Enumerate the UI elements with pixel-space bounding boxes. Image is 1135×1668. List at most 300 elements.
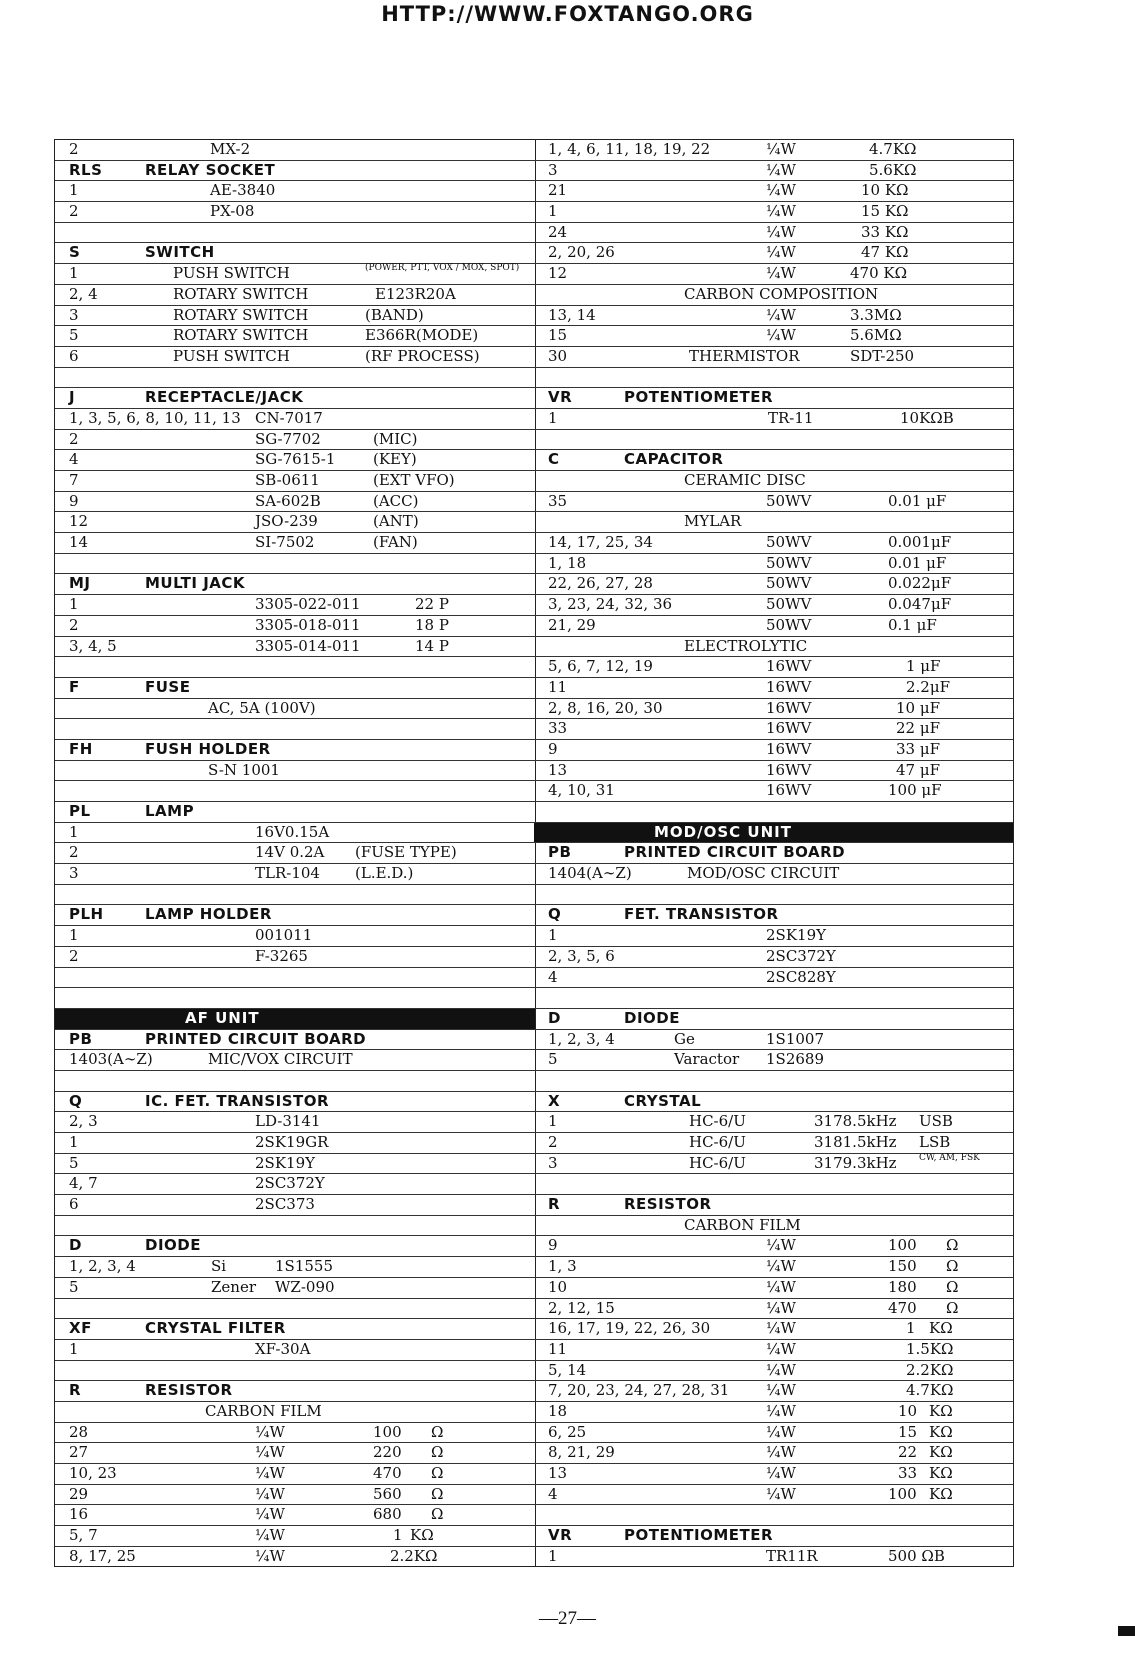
cell: 8, 17, 25 — [69, 1546, 136, 1565]
cell: TR11R — [766, 1546, 818, 1565]
section-code: VR — [548, 388, 573, 407]
cell: 9 — [548, 1236, 558, 1255]
cell: 4 — [69, 450, 79, 469]
section-header — [55, 1319, 535, 1340]
cell: 150 — [888, 1257, 917, 1276]
section-header — [55, 1092, 535, 1113]
cell: 16WV — [766, 657, 812, 676]
cell: 1 — [548, 1112, 558, 1131]
cell: SG-7615-1 — [255, 450, 336, 469]
table-row — [534, 1112, 1013, 1133]
cell: SDT-250 — [850, 346, 915, 365]
table-row — [55, 1464, 535, 1485]
cell: 1 — [69, 264, 79, 283]
cell: CARBON FILM — [684, 1215, 801, 1234]
table-row — [534, 1547, 1013, 1567]
table-row — [55, 637, 535, 658]
table-row — [55, 326, 535, 347]
cell: 2, 3, 5, 6 — [548, 946, 615, 965]
table-row — [534, 161, 1013, 182]
cell: Ω — [946, 1298, 959, 1317]
cell: Ω — [946, 1236, 959, 1255]
cell: 5 — [69, 1277, 79, 1296]
cell: (FUSE TYPE) — [355, 843, 457, 862]
cell: 16V0.15A — [255, 822, 330, 841]
cell: (POWER, PTT, VOX / MOX, SPOT) — [365, 263, 520, 274]
cell: PUSH SWITCH — [173, 264, 290, 283]
table-row — [534, 1216, 1013, 1237]
cell: WZ-090 — [275, 1277, 335, 1296]
section-title: DIODE — [624, 1008, 680, 1027]
cell: ¼W — [766, 1257, 796, 1276]
cell: 9 — [69, 491, 79, 510]
cell: (ACC) — [373, 491, 419, 510]
cell: 1404(A∼Z) — [548, 864, 632, 883]
cell: ¼W — [766, 305, 796, 324]
section-title: LAMP HOLDER — [145, 905, 272, 924]
cell: 30 — [548, 346, 568, 365]
cell: 0.01 μF — [888, 553, 947, 572]
table-row — [534, 1133, 1013, 1154]
section-code: VR — [548, 1526, 573, 1545]
cell: LD-3141 — [255, 1112, 321, 1131]
section-header — [534, 905, 1013, 926]
cell: 3 — [548, 160, 558, 179]
table-row — [534, 554, 1013, 575]
cell: XF-30A — [255, 1339, 311, 1358]
cell: ¼W — [255, 1422, 285, 1441]
cell: SB-0611 — [255, 471, 320, 489]
table-row — [534, 1381, 1013, 1402]
cell: ¼W — [766, 1360, 796, 1379]
table-row — [55, 1154, 535, 1175]
table-row — [534, 740, 1013, 761]
cell: 4, 7 — [69, 1174, 98, 1193]
cell: 10 KΩ — [861, 181, 909, 200]
cell: 33 KΩ — [861, 222, 909, 241]
cell: HC-6/U — [689, 1112, 746, 1131]
blank-row — [55, 988, 535, 1009]
table-row — [55, 1547, 535, 1567]
table-row — [534, 657, 1013, 678]
table-row — [534, 533, 1013, 554]
cell: 3, 4, 5 — [69, 636, 117, 655]
section-code: FH — [69, 739, 93, 758]
cell: 10KΩB — [900, 408, 954, 427]
table-row — [55, 1443, 535, 1464]
section-title: RELAY SOCKET — [145, 160, 276, 179]
section-code: PB — [69, 1029, 93, 1048]
cell: 13, 14 — [548, 305, 596, 324]
cell: 2, 8, 16, 20, 30 — [548, 698, 663, 717]
cell: 15 KΩ — [861, 202, 909, 221]
cell: ¼W — [255, 1443, 285, 1462]
section-header — [534, 1009, 1013, 1030]
cell: MOD/OSC CIRCUIT — [687, 864, 840, 883]
table-row — [55, 823, 535, 844]
table-row — [55, 616, 535, 637]
cell: AF UNIT — [185, 1008, 260, 1027]
table-row — [534, 1257, 1013, 1278]
section-header — [534, 1526, 1013, 1547]
cell: ¼W — [766, 1319, 796, 1338]
table-row — [534, 595, 1013, 616]
cell: ¼W — [766, 1339, 796, 1358]
section-title: FET. TRANSISTOR — [624, 905, 779, 924]
cell: 2 — [69, 202, 79, 221]
table-row — [55, 450, 535, 471]
section-title: FUSH HOLDER — [145, 739, 271, 758]
cell: 50WV — [766, 595, 812, 614]
cell: USB — [919, 1112, 953, 1131]
cell: ¼W — [766, 181, 796, 200]
cell: 3, 23, 24, 32, 36 — [548, 595, 673, 614]
cell: ¼W — [766, 222, 796, 241]
section-header — [55, 161, 535, 182]
table-row — [534, 781, 1013, 802]
cell: 2 — [69, 140, 79, 158]
cell: 50WV — [766, 615, 812, 634]
section-code: MJ — [69, 574, 91, 593]
table-row — [55, 1133, 535, 1154]
section-code: X — [548, 1091, 561, 1110]
cell: 2SC828Y — [766, 967, 836, 986]
cell: 18 — [548, 1401, 568, 1420]
cell: 3305-014-011 — [255, 636, 361, 655]
table-row — [534, 181, 1013, 202]
cell: 10 μF — [896, 698, 941, 717]
cell: 1S2689 — [766, 1050, 824, 1069]
cell: 22 P — [415, 595, 449, 614]
section-header — [55, 1381, 535, 1402]
cell: 2.2KΩ — [390, 1546, 438, 1565]
cell: KΩ — [929, 1401, 953, 1420]
section-header — [55, 802, 535, 823]
cell: 2SK19Y — [766, 926, 827, 945]
section-header — [55, 678, 535, 699]
cell: Ω — [431, 1505, 444, 1524]
cell: 100 — [888, 1484, 917, 1503]
cell: KΩ — [929, 1422, 953, 1441]
section-header — [55, 1236, 535, 1257]
table-row — [534, 471, 1013, 492]
cell: ¼W — [766, 1422, 796, 1441]
cell: Si — [211, 1257, 227, 1276]
cell: 2 — [69, 946, 79, 965]
table-row — [55, 512, 535, 533]
table-row — [534, 1402, 1013, 1423]
cell: AC, 5A (100V) — [208, 698, 316, 717]
cell: 8, 21, 29 — [548, 1443, 615, 1462]
cell: CARBON COMPOSITION — [684, 284, 879, 303]
cell: 12 — [548, 264, 568, 283]
cell: CN-7017 — [255, 408, 323, 427]
cell: E366R(MODE) — [365, 326, 479, 345]
section-title: POTENTIOMETER — [624, 1526, 774, 1545]
section-code: S — [69, 243, 81, 262]
cell: HC-6/U — [689, 1133, 746, 1151]
table-row — [55, 306, 535, 327]
cell: 0.047μF — [888, 595, 952, 614]
cell: ¼W — [766, 140, 796, 158]
cell: TLR-104 — [255, 864, 320, 883]
table-row — [534, 1423, 1013, 1444]
table-row — [55, 926, 535, 947]
cell: SI-7502 — [255, 533, 315, 552]
cell: 5 — [69, 326, 79, 345]
blank-row — [534, 802, 1013, 823]
cell: 3181.5kHz — [814, 1133, 897, 1151]
cell: ¼W — [766, 264, 796, 283]
cell: 5, 6, 7, 12, 19 — [548, 657, 653, 676]
cell: (KEY) — [373, 450, 417, 469]
section-code: XF — [69, 1319, 92, 1338]
page-header-url: HTTP://WWW.FOXTANGO.ORG — [381, 2, 754, 26]
cell: Ω — [431, 1443, 444, 1462]
cell: 560 — [373, 1484, 402, 1503]
cell: 2 — [69, 429, 79, 448]
cell: ¼W — [766, 1484, 796, 1503]
cell: 18 P — [415, 615, 449, 634]
cell: 10 — [898, 1401, 918, 1420]
cell: 1 μF — [906, 657, 941, 676]
section-code: J — [69, 388, 76, 407]
table-row — [55, 202, 535, 223]
section-code: R — [69, 1381, 82, 1400]
table-row — [534, 492, 1013, 513]
cell: 22, 26, 27, 28 — [548, 574, 653, 593]
cell: 11 — [548, 1339, 568, 1358]
cell: MOD/OSC UNIT — [654, 822, 792, 841]
cell: (ANT) — [373, 512, 419, 531]
cell: 5, 14 — [548, 1360, 587, 1379]
cell: 1S1007 — [766, 1029, 824, 1048]
cell: ROTARY SWITCH — [173, 305, 309, 324]
cell: 13 — [548, 760, 568, 779]
cell: ROTARY SWITCH — [173, 284, 309, 303]
cell: 4.7KΩ — [869, 140, 917, 158]
table-row — [534, 1361, 1013, 1382]
table-row — [534, 285, 1013, 306]
cell: MIC/VOX CIRCUIT — [208, 1050, 353, 1069]
section-title: DIODE — [145, 1236, 201, 1255]
table-row — [534, 1030, 1013, 1051]
table-row — [534, 1340, 1013, 1361]
section-title: CAPACITOR — [624, 450, 724, 469]
cell: JSO-239 — [255, 512, 318, 531]
cell: ¼W — [255, 1464, 285, 1482]
cell: ¼W — [766, 326, 796, 345]
cell: 1 — [69, 595, 79, 614]
cell: ¼W — [766, 202, 796, 221]
cell: 0.1 μF — [888, 615, 937, 634]
cell: 14, 17, 25, 34 — [548, 533, 653, 552]
cell: 5, 7 — [69, 1526, 98, 1545]
cell: 21 — [548, 181, 568, 200]
cell: 1 — [393, 1526, 403, 1545]
cell: 3179.3kHz — [814, 1153, 897, 1172]
cell: 28 — [69, 1422, 89, 1441]
cell: ¼W — [766, 243, 796, 262]
cell: TR-11 — [768, 408, 814, 427]
cell: ¼W — [255, 1484, 285, 1503]
cell: ¼W — [766, 1443, 796, 1462]
cell: 1 — [69, 1133, 79, 1151]
cell: 5 — [69, 1153, 79, 1172]
cell: 6, 25 — [548, 1422, 587, 1441]
left-parts-table — [54, 139, 536, 1567]
cell: 7 — [69, 471, 79, 489]
cell: Varactor — [674, 1050, 740, 1069]
cell: 2 — [548, 1133, 558, 1151]
cell: 15 — [548, 326, 568, 345]
cell: 33 — [898, 1464, 918, 1482]
cell: 1S1555 — [275, 1257, 333, 1276]
cell: 2SC372Y — [766, 946, 836, 965]
cell: THERMISTOR — [689, 346, 800, 365]
cell: 220 — [373, 1443, 402, 1462]
table-row — [534, 512, 1013, 533]
cell: 1 — [548, 408, 558, 427]
cell: KΩ — [929, 1484, 953, 1503]
cell: PX-08 — [210, 202, 255, 221]
cell: 1 — [548, 926, 558, 945]
table-row — [55, 471, 535, 492]
cell: ¼W — [766, 1236, 796, 1255]
blank-row — [534, 430, 1013, 451]
table-row — [55, 761, 535, 782]
blank-row — [55, 1299, 535, 1320]
cell: 7, 20, 23, 24, 27, 28, 31 — [548, 1381, 730, 1400]
section-header — [534, 388, 1013, 409]
section-title: CRYSTAL FILTER — [145, 1319, 286, 1338]
cell: 2 — [69, 615, 79, 634]
table-row — [55, 1278, 535, 1299]
cell: Ω — [946, 1257, 959, 1276]
cell: 4, 10, 31 — [548, 781, 615, 800]
section-header — [55, 388, 535, 409]
table-row — [534, 326, 1013, 347]
cell: HC-6/U — [689, 1153, 746, 1172]
cell: 2SC373 — [255, 1195, 315, 1214]
cell: 1, 2, 3, 4 — [69, 1257, 136, 1276]
cell: 2SC372Y — [255, 1174, 325, 1193]
cell: (BAND) — [365, 305, 424, 324]
cell: 11 — [548, 677, 568, 696]
cell: 2SK19GR — [255, 1133, 329, 1151]
section-code: R — [548, 1195, 561, 1214]
table-row — [534, 926, 1013, 947]
table-row — [534, 1050, 1013, 1071]
blank-row — [534, 1071, 1013, 1092]
table-row — [55, 843, 535, 864]
section-title: SWITCH — [145, 243, 215, 262]
cell: 47 μF — [896, 760, 941, 779]
cell: 5.6MΩ — [850, 326, 902, 345]
cell: 1 — [69, 926, 79, 945]
blank-row — [55, 223, 535, 244]
cell: SG-7702 — [255, 429, 321, 448]
cell: 13 — [548, 1464, 568, 1482]
section-title: FUSE — [145, 677, 191, 696]
cell: 0.01 μF — [888, 491, 947, 510]
blank-row — [55, 968, 535, 989]
cell: CW, AM, FSK — [919, 1152, 980, 1163]
cell: ¼W — [766, 1277, 796, 1296]
table-row — [534, 968, 1013, 989]
cell: 14 — [69, 533, 89, 552]
table-row — [534, 1443, 1013, 1464]
blank-row — [534, 988, 1013, 1009]
table-row — [55, 1257, 535, 1278]
table-row — [55, 533, 535, 554]
cell: 22 μF — [896, 719, 941, 738]
cell: 1403(A∼Z) — [69, 1050, 153, 1069]
cell: 16WV — [766, 739, 812, 758]
section-title: IC. FET. TRANSISTOR — [145, 1091, 330, 1110]
blank-row — [55, 1216, 535, 1237]
cell: 001011 — [255, 926, 313, 945]
cell: 24 — [548, 222, 568, 241]
cell: 2.2μF — [906, 677, 951, 696]
cell: 100 μF — [888, 781, 942, 800]
cell: 6 — [69, 346, 79, 365]
cell: 14V 0.2A — [255, 843, 325, 862]
cell: 0.001μF — [888, 533, 952, 552]
cell: ¼W — [766, 1401, 796, 1420]
section-code: F — [69, 677, 80, 696]
cell: S-N 1001 — [208, 760, 280, 779]
cell: KΩ — [929, 1319, 953, 1338]
section-code: Q — [548, 905, 562, 924]
cell: 10 — [548, 1277, 568, 1296]
cell: 6 — [69, 1195, 79, 1214]
section-code: PL — [69, 802, 91, 820]
table-row — [534, 1464, 1013, 1485]
cell: 16 — [69, 1505, 89, 1524]
table-row — [534, 1319, 1013, 1340]
cell: 50WV — [766, 574, 812, 593]
blank-row — [55, 781, 535, 802]
section-title: CRYSTAL — [624, 1091, 702, 1110]
section-header — [55, 574, 535, 595]
cell: 1 — [548, 1546, 558, 1565]
cell: 2.2KΩ — [906, 1360, 954, 1379]
blank-row — [534, 368, 1013, 389]
cell: 1 — [69, 822, 79, 841]
section-header — [534, 843, 1013, 864]
section-title: MULTI JACK — [145, 574, 246, 593]
cell: 5.6KΩ — [869, 160, 917, 179]
cell: (L.E.D.) — [355, 864, 414, 883]
cell: 1, 3, 5, 6, 8, 10, 11, 13 — [69, 408, 241, 427]
cell: MYLAR — [684, 512, 742, 531]
cell: 2, 3 — [69, 1112, 98, 1131]
cell: SA-602B — [255, 491, 321, 510]
cell: 1 — [906, 1319, 916, 1338]
cell: 680 — [373, 1505, 402, 1524]
table-row — [55, 1526, 535, 1547]
cell: ¼W — [255, 1546, 285, 1565]
table-row — [534, 699, 1013, 720]
section-header — [534, 1092, 1013, 1113]
cell: ¼W — [255, 1526, 285, 1545]
cell: 1 — [548, 202, 558, 221]
section-code: Q — [69, 1091, 83, 1110]
table-row — [534, 864, 1013, 885]
table-row — [534, 678, 1013, 699]
table-row — [55, 864, 535, 885]
